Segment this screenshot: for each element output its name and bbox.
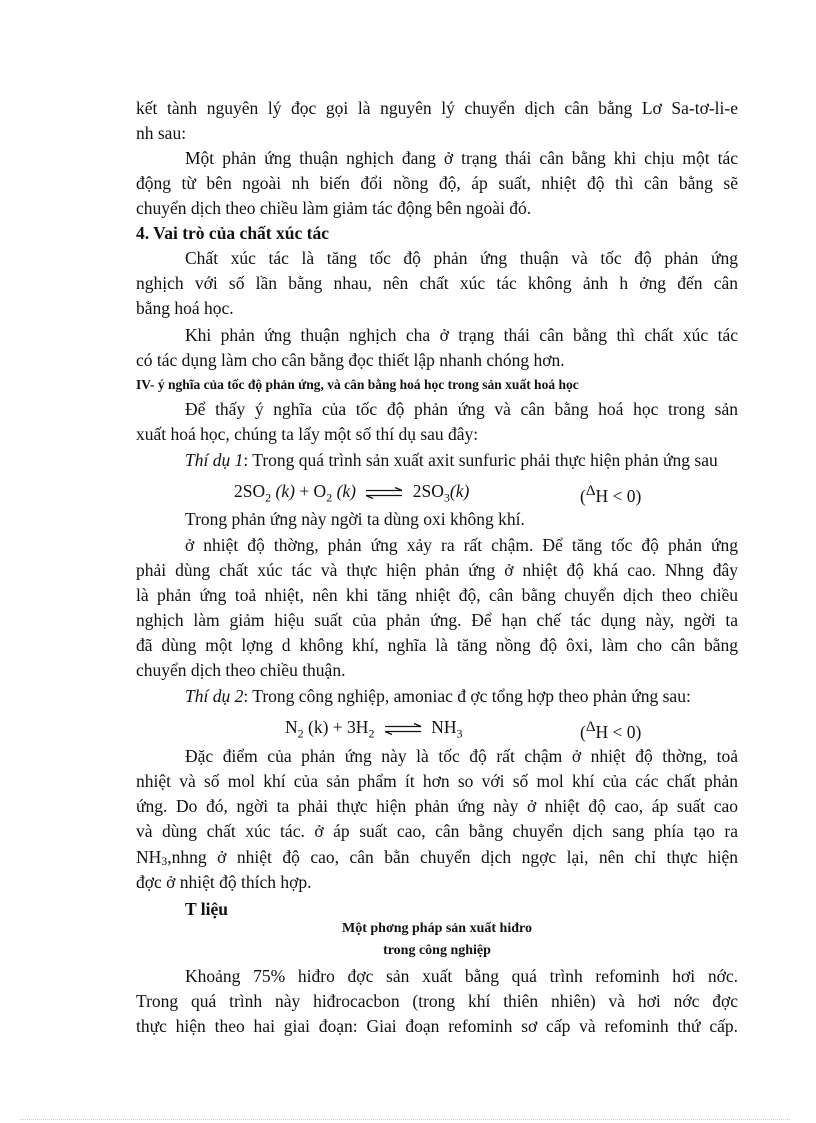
paragraph-line: Trong quá trình này hiđrocacbon (trong khí thiên nhiên) và hơi nớc đợc: [136, 991, 738, 1011]
paragraph-line: có tác dụng làm cho cân bằng đọc thiết lập nhanh chóng hơn.: [136, 350, 565, 370]
paragraph-line: Khi phản ứng thuận nghịch cha ở trạng thái cân bằng thì chất xúc tác: [185, 325, 738, 345]
paragraph-line: ứng. Do đó, ngời ta phải thực hiện phản ứng này ở nhiệt độ cao, áp suất cao: [136, 796, 738, 816]
example-2-label: Thí dụ 2: [185, 686, 244, 706]
paragraph-line: phải dùng chất xúc tác và thực hiện phản ứng ở nhiệt độ khá cao. Nhng đây: [136, 560, 738, 580]
paragraph-line: bằng hoá học.: [136, 298, 234, 318]
paragraph-line: động từ bên ngoài nh biến đổi nồng độ, áp suất, nhiệt độ thì cân bằng sẽ: [136, 173, 738, 193]
example-1-line: [185, 449, 738, 471]
equation-1: $2SO_2$ $(k) + O_2$ (k) $2SO_3(k)$: [234, 481, 470, 505]
paragraph-line: nghịch làm giảm hiệu suất của phản ứng. Để hạn chế tác dụng này, ngời ta: [136, 610, 738, 630]
paragraph-line: nh sau:: [136, 123, 187, 143]
page-footer-divider: [20, 1119, 790, 1120]
paragraph-line: Một phản ứng thuận nghịch đang ở trạng thái cân bằng khi chịu một tác: [185, 148, 738, 168]
paragraph-line: đã dùng một lợng d không khí, nghĩa là tăng nồng độ ôxi, làm cho cân bằng: [136, 635, 738, 655]
paragraph-line: Chất xúc tác là tăng tốc độ phản ứng thuận và tốc độ phản ứng: [185, 248, 738, 268]
enthalpy-2: ($^\Delta$H < 0): [580, 719, 642, 742]
equilibrium-arrows-icon: [383, 723, 423, 735]
paragraph-line: ở nhiệt độ thờng, phản ứng xảy ra rất chậm. Để tăng tốc độ phản ứng: [185, 535, 738, 555]
equilibrium-arrows-icon: [364, 487, 404, 499]
example-2-text: : Trong công nghiệp, amoniac đ ợc tổng hợp theo phản ứng sau:: [243, 686, 691, 706]
paragraph-line: đợc ở nhiệt độ thích hợp.: [136, 872, 312, 892]
reference-title: Một phơng pháp sản xuất hiđro: [342, 921, 532, 936]
section-heading: 4. Vai trò của chất xúc tác: [136, 223, 329, 243]
example-1-label: Thí dụ 1: [185, 450, 244, 470]
reference-heading: T liệu: [185, 899, 228, 919]
paragraph-line: Trong phản ứng này ngời ta dùng oxi không khí.: [185, 509, 525, 529]
paragraph-line: Khoảng 75% hiđro đợc sản xuất bằng quá trình refominh hơi nớc.: [185, 966, 738, 986]
paragraph-line: Để thấy ý nghĩa của tốc độ phản ứng và cân bằng hoá học trong sản: [185, 399, 738, 419]
paragraph-line: chuyển dịch theo chiều thuận.: [136, 660, 346, 680]
enthalpy-1: ($^\Delta$H < 0): [580, 483, 642, 506]
equation-2: $N_2$ $(k) + 3H_2$ $NH_3$: [285, 717, 463, 741]
example-1-text: : Trong quá trình sản xuất axit sunfuric phải thực hiện phản ứng sau: [243, 450, 718, 470]
paragraph-line: NH $_3$ ,nhng ở nhiệt độ cao, cân bằn chuyển dịch ngợc lại, nên chỉ thực hiện: [136, 847, 738, 868]
paragraph-line: xuất hoá học, chúng ta lấy một số thí dụ sau đây:: [136, 424, 479, 444]
paragraph-line: Đặc điểm của phản ứng này là tốc độ rất chậm ở nhiệt độ thờng, toả: [185, 746, 738, 766]
paragraph-line: thực hiện theo hai giai đoạn: Giai đoạn refominh sơ cấp và refominh thứ cấp.: [136, 1016, 738, 1036]
paragraph-line: chuyển dịch theo chiều làm giảm tác động bên ngoài đó.: [136, 198, 532, 218]
paragraph-line: nhiệt và số mol khí của sản phẩm ít hơn so với số mol khí của các chất phản: [136, 771, 738, 791]
example-2-line: [185, 685, 738, 707]
paragraph-line: kết tành nguyên lý đọc gọi là nguyên lý chuyển dịch cân bằng Lơ Sa-tơ-li-e: [136, 98, 738, 118]
paragraph-line: và dùng chất xúc tác. ở áp suất cao, cân bằng chuyển dịch sang phía tạo ra: [136, 821, 738, 841]
paragraph-line: là phản ứng toả nhiệt, nên khi tăng nhiệt độ, cân bằng chuyển dịch theo chiều: [136, 585, 738, 605]
reference-subtitle: trong công nghiệp: [383, 943, 491, 958]
section-heading-iv: IV- ý nghĩa của tốc độ phản ứng, và cân bằng hoá học trong sản xuất hoá học: [136, 377, 579, 392]
paragraph-line: nghịch với số lần bằng nhau, nên chất xúc tác không ảnh h ởng đến cân: [136, 273, 738, 293]
